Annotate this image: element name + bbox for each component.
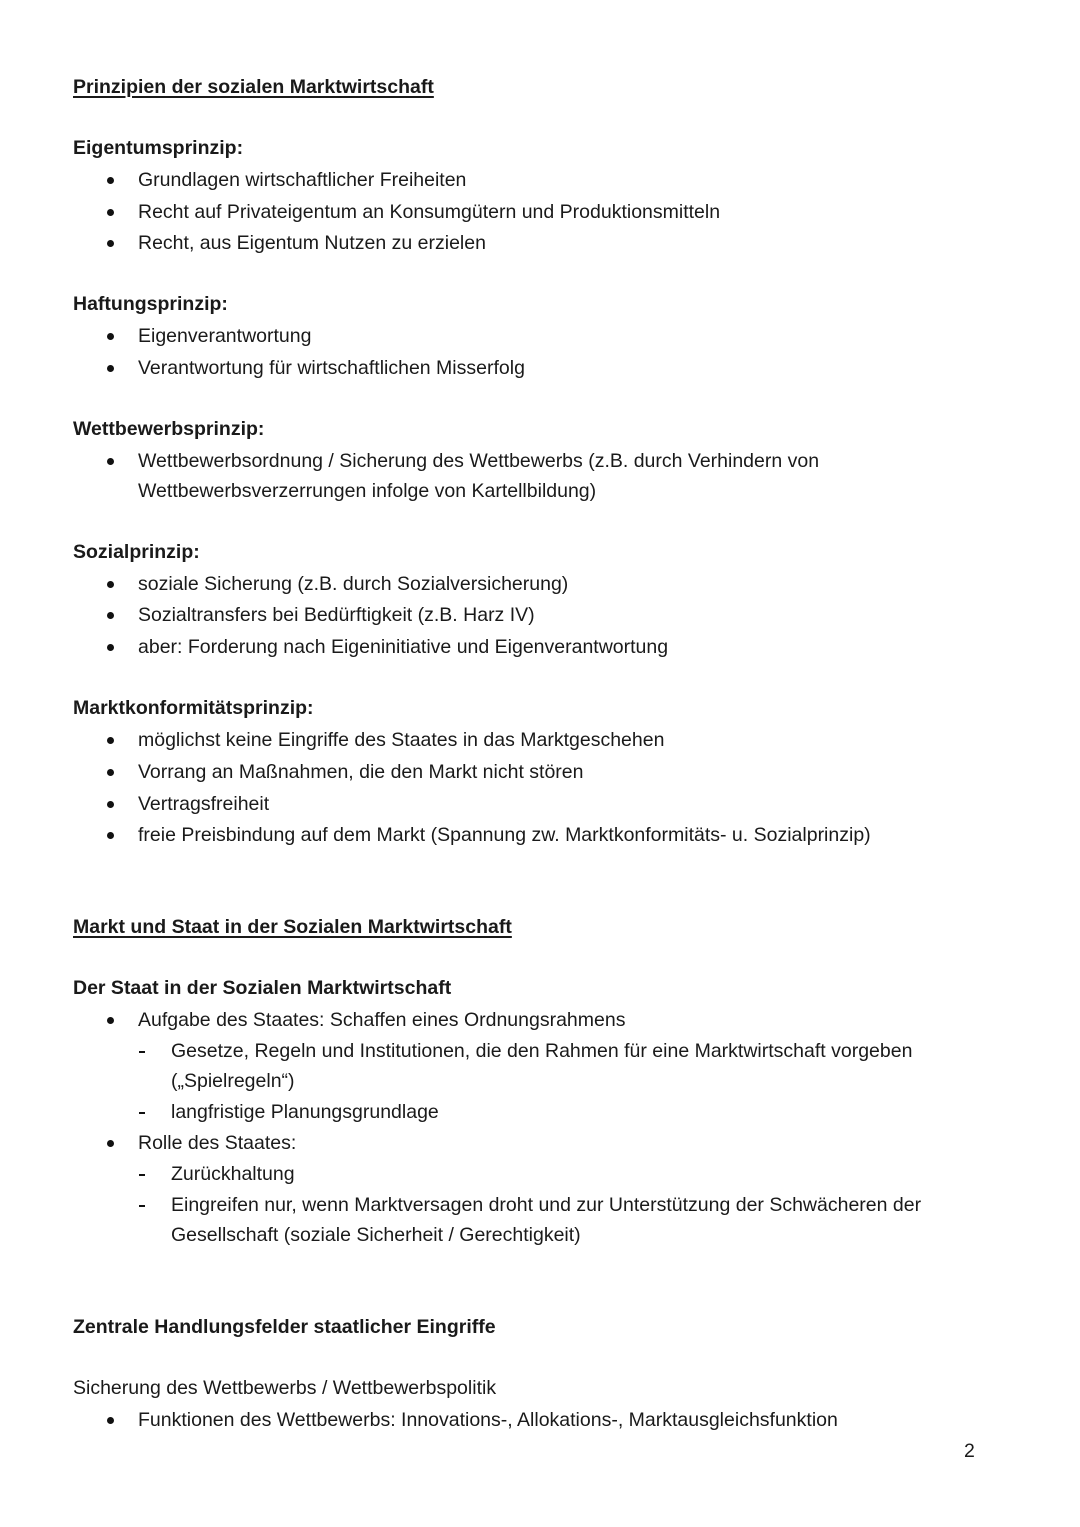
bullet-icon xyxy=(107,177,114,184)
bullet-icon xyxy=(107,644,114,651)
list-item: freie Preisbindung auf dem Markt (Spannung zw. Marktkonformitäts- u. Sozialprinzip) xyxy=(138,824,871,846)
list-item: Wettbewerbsordnung / Sicherung des Wettbewerbs (z.B. durch Verhindern von xyxy=(138,450,820,472)
sub-list-item: Gesetze, Regeln und Institutionen, die den Rahmen für eine Marktwirtschaft vorgeben xyxy=(171,1040,913,1062)
sub-list-item-continued: („Spielregeln“) xyxy=(171,1070,295,1092)
list-item: soziale Sicherung (z.B. durch Sozialversicherung) xyxy=(138,573,569,595)
sub-list-item-continued: Gesellschaft (soziale Sicherheit / Gerechtigkeit) xyxy=(171,1224,581,1246)
principle-title-sozial: Sozialprinzip: xyxy=(73,541,200,563)
list-item: Eigenverantwortung xyxy=(138,325,312,347)
bullet-icon xyxy=(107,612,114,619)
bullet-icon xyxy=(107,333,114,340)
page-number: 2 xyxy=(964,1440,975,1462)
sub-list-item: langfristige Planungsgrundlage xyxy=(171,1101,439,1123)
dash-icon xyxy=(139,1174,145,1176)
bullet-icon xyxy=(107,832,114,839)
list-item: Grundlagen wirtschaftlicher Freiheiten xyxy=(138,169,467,191)
list-item: Recht auf Privateigentum an Konsumgütern und Produktionsmitteln xyxy=(138,201,721,223)
bullet-icon xyxy=(107,769,114,776)
subheading-wettbewerbspolitik: Sicherung des Wettbewerbs / Wettbewerbspolitik xyxy=(73,1377,497,1399)
list-item: Aufgabe des Staates: Schaffen eines Ordnungsrahmens xyxy=(138,1009,626,1031)
bullet-icon xyxy=(107,1140,114,1147)
section-heading-handlung: Zentrale Handlungsfelder staatlicher Eingriffe xyxy=(73,1316,496,1338)
bullet-icon xyxy=(107,801,114,808)
list-item: Vorrang an Maßnahmen, die den Markt nicht stören xyxy=(138,761,584,783)
sub-list-item: Eingreifen nur, wenn Marktversagen droht und zur Unterstützung der Schwächeren der xyxy=(171,1194,922,1216)
principle-title-markt: Marktkonformitätsprinzip: xyxy=(73,697,314,719)
bullet-icon xyxy=(107,581,114,588)
list-item: Rolle des Staates: xyxy=(138,1132,297,1154)
list-item: Verantwortung für wirtschaftlichen Misserfolg xyxy=(138,357,525,379)
principle-title-eigentum: Eigentumsprinzip: xyxy=(73,137,244,159)
list-item: Recht, aus Eigentum Nutzen zu erzielen xyxy=(138,232,486,254)
bullet-icon xyxy=(107,737,114,744)
dash-icon xyxy=(139,1051,145,1053)
dash-icon xyxy=(139,1112,145,1114)
dash-icon xyxy=(139,1205,145,1207)
list-item: aber: Forderung nach Eigeninitiative und Eigenverantwortung xyxy=(138,636,669,658)
sub-list-item: Zurückhaltung xyxy=(171,1163,295,1185)
list-item: Vertragsfreiheit xyxy=(138,793,270,815)
principle-title-haftung: Haftungsprinzip: xyxy=(73,293,228,315)
bullet-icon xyxy=(107,209,114,216)
bullet-icon xyxy=(107,458,114,465)
list-item-continued: Wettbewerbsverzerrungen infolge von Kartellbildung) xyxy=(138,480,597,502)
bullet-icon xyxy=(107,1017,114,1024)
list-item: Funktionen des Wettbewerbs: Innovations-, Allokations-, Marktausgleichsfunktion xyxy=(138,1409,838,1431)
bullet-icon xyxy=(107,240,114,247)
subheading-staat: Der Staat in der Sozialen Marktwirtschaft xyxy=(73,977,452,999)
bullet-icon xyxy=(107,365,114,372)
principle-title-wettbewerb: Wettbewerbsprinzip: xyxy=(73,418,265,440)
section-heading-marktstaat: Markt und Staat in der Sozialen Marktwirtschaft xyxy=(73,916,512,938)
section-heading-principles: Prinzipien der sozialen Marktwirtschaft xyxy=(73,76,434,98)
list-item: Sozialtransfers bei Bedürftigkeit (z.B. Harz IV) xyxy=(138,604,535,626)
list-item: möglichst keine Eingriffe des Staates in das Marktgeschehen xyxy=(138,729,665,751)
bullet-icon xyxy=(107,1417,114,1424)
